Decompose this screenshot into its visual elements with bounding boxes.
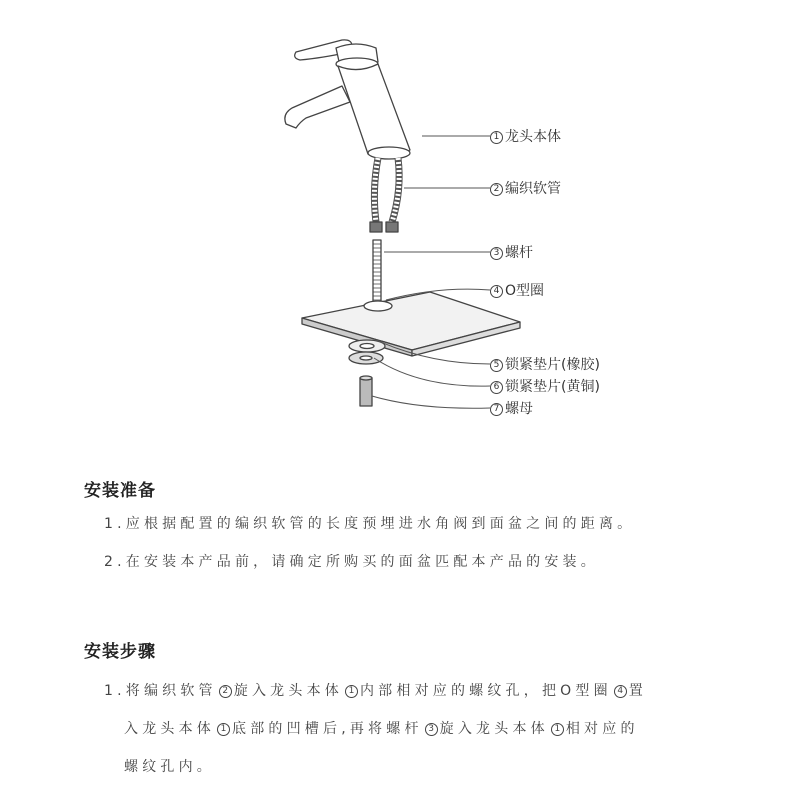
label-braided-hose: 2 编织软管 [490, 180, 561, 198]
prep-item-1: 1.应根据配置的编织软管的长度预埋进水角阀到面盆之间的距离。 [104, 516, 636, 532]
prep-heading: 安装准备 [84, 481, 156, 501]
nut [360, 378, 372, 406]
label-o-ring: 4 O型圈 [490, 282, 544, 300]
circled-number: 4 [614, 685, 627, 698]
label-nut: 7 螺母 [490, 400, 533, 418]
circled-number: 3 [490, 247, 503, 260]
step-1-line-2: 入龙头本体 1 底部的凹槽后,再将螺杆 3 旋入龙头本体 1 相对应的 [124, 721, 639, 737]
circled-number: 5 [490, 359, 503, 372]
circled-number: 2 [490, 183, 503, 196]
faucet-spout [285, 86, 350, 128]
circled-number: 6 [490, 381, 503, 394]
label-rubber-washer: 5 锁紧垫片(橡胶) [490, 356, 600, 374]
circled-number: 1 [551, 723, 564, 736]
circled-number: 1 [490, 131, 503, 144]
circled-number: 3 [425, 723, 438, 736]
circled-number: 1 [345, 685, 358, 698]
step-1-line-1: 1.将编织软管 2 旋入龙头本体 1 内部相对应的螺纹孔，把O型圈 4 置 [104, 683, 647, 699]
circled-number: 1 [217, 723, 230, 736]
label-threaded-rod: 3 螺杆 [490, 244, 533, 262]
step-1-line-3: 螺纹孔内。 [124, 759, 215, 775]
faucet-body [338, 64, 410, 157]
label-faucet-body: 1 龙头本体 [490, 128, 561, 146]
prep-item-2: 2.在安装本产品前，请确定所购买的面盆匹配本产品的安装。 [104, 554, 599, 570]
basin-plate [302, 292, 520, 350]
circled-number: 2 [219, 685, 232, 698]
circled-number: 7 [490, 403, 503, 416]
label-brass-washer: 6 锁紧垫片(黄铜) [490, 378, 600, 396]
steps-heading: 安装步骤 [84, 642, 156, 662]
circled-number: 4 [490, 285, 503, 298]
